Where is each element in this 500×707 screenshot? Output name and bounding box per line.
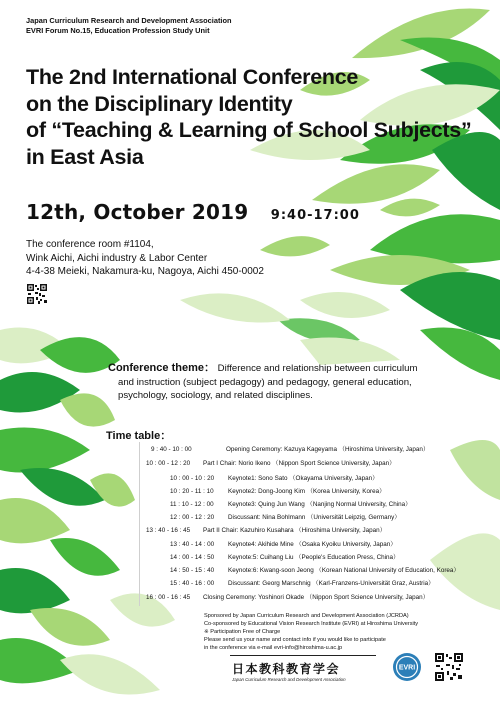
theme-label: Conference theme：	[108, 362, 215, 374]
timetable-label: Time table：	[106, 430, 172, 442]
row-desc: Discussant: Georg Marschnig （Karl-Franzens-Universität Graz, Austria）	[228, 580, 435, 587]
title-line-1: The 2nd International Conference	[26, 65, 359, 89]
row-desc: Part I Chair: Norio Ikeno （Nippon Sport Science University, Japan）	[203, 460, 396, 467]
organizer-line-2: EVRI Forum No.15, Education Profession Study Unit	[26, 26, 210, 35]
footer-line-3: ※ Participation Free of Charge	[204, 629, 281, 635]
row-time: 11 : 10 - 12 : 00	[170, 501, 214, 508]
row-time: 14 : 50 - 15 : 40	[170, 567, 215, 574]
footer-line-4: Please send us your name and contact info if you would like to participate	[204, 637, 386, 643]
jcrda-logo-japanese: 日本教科教育学会	[232, 662, 341, 676]
row-time: 9 : 40 - 10 : 00	[151, 446, 192, 453]
conference-theme	[108, 362, 480, 403]
footer-line-5: in the conference via e-mail evri-info@hiroshima-u.ac.jp	[204, 645, 343, 651]
venue-line-2: Wink Aichi, Aichi industry & Labor Center	[26, 252, 208, 264]
theme-line-1: Difference and relationship between curriculum	[217, 363, 418, 374]
qr-code-icon	[26, 283, 48, 305]
row-time: 10 : 00 - 12 : 20	[146, 460, 191, 467]
theme-line-2: and instruction (subject pedagogy) and pedagogy, general education,	[118, 376, 412, 388]
title-line-3: of “Teaching & Learning of School Subjects”	[26, 118, 472, 142]
row-desc: Part II Chair: Kazuhiro Kusahara （Hiroshima University, Japan）	[203, 527, 386, 534]
row-desc: Opening Ceremony: Kazuya Kageyama （Hiroshima University, Japan）	[226, 446, 430, 453]
row-time: 15 : 40 - 16 : 00	[170, 580, 215, 587]
jcrda-logo-english: Japan Curriculum Research and Development Association	[232, 677, 346, 682]
sponsor-footer	[204, 612, 418, 652]
event-date-time	[26, 200, 360, 224]
footer-divider	[230, 655, 376, 656]
title-line-4: in East Asia	[26, 144, 144, 169]
organizer-line-1: Japan Curriculum Research and Development Association	[26, 16, 232, 25]
evri-logo-icon	[392, 652, 422, 682]
qr-code-icon	[434, 652, 464, 682]
row-time: 10 : 20 - 11 : 10	[170, 488, 214, 495]
venue-line-1: The conference room #1104,	[26, 239, 154, 250]
title-line-2: on the Disciplinary Identity	[26, 91, 293, 116]
row-desc: Keynote1: Sono Sato （Okayama University, Japan）	[228, 475, 379, 482]
row-desc: Keynote:6: Kwang-soon Jeong （Korean National University of Education, Korea）	[228, 567, 460, 574]
venue-line-3: 4-4-38 Meieki, Nakamura-ku, Nagoya, Aichi 450-0002	[26, 266, 264, 277]
row-time: 13 : 40 - 14 : 00	[170, 541, 215, 548]
evri-logo-text: EVRI	[398, 664, 416, 672]
venue-address	[26, 238, 264, 279]
row-time: 16 : 00 - 16 : 45	[146, 594, 191, 601]
row-desc: Keynote2: Dong-Joong Kim （Korea University, Korea）	[228, 488, 386, 495]
event-time: 9:40-17:00	[270, 208, 360, 223]
organizer-header	[26, 16, 232, 36]
row-desc: Closing Ceremony: Yoshinori Okade （Nippon Sport Science University, Japan）	[203, 594, 429, 601]
row-time: 10 : 00 - 10 : 20	[170, 475, 215, 482]
row-desc: Keynote:5: Cuihang Liu （People's Education Press, China）	[228, 554, 400, 561]
row-desc: Discussant: Nina Bohlmann （Universität Leipzig, Germany）	[228, 514, 401, 521]
theme-line-3: psychology, sociology, and related disciplines.	[118, 390, 313, 401]
row-time: 13 : 40 - 16 : 45	[146, 527, 191, 534]
row-desc: Keynote3: Quing Jun Wang （Nanjing Normal University, China）	[228, 501, 412, 508]
footer-line-1: Sponsored by Japan Curriculum Research and Development Association (JCRDA)	[204, 613, 409, 619]
conference-title	[26, 64, 471, 170]
event-date: 12th, October 2019	[26, 200, 249, 224]
row-time: 14 : 00 - 14 : 50	[170, 554, 215, 561]
row-desc: Keynote4: Akihide Mine （Osaka Kyoiku University, Japan）	[228, 541, 397, 548]
footer-line-2: Co-sponsored by Educational Vision Research Institute (EVRI) at Hiroshima University	[204, 621, 419, 627]
row-time: 12 : 00 - 12 : 20	[170, 514, 215, 521]
